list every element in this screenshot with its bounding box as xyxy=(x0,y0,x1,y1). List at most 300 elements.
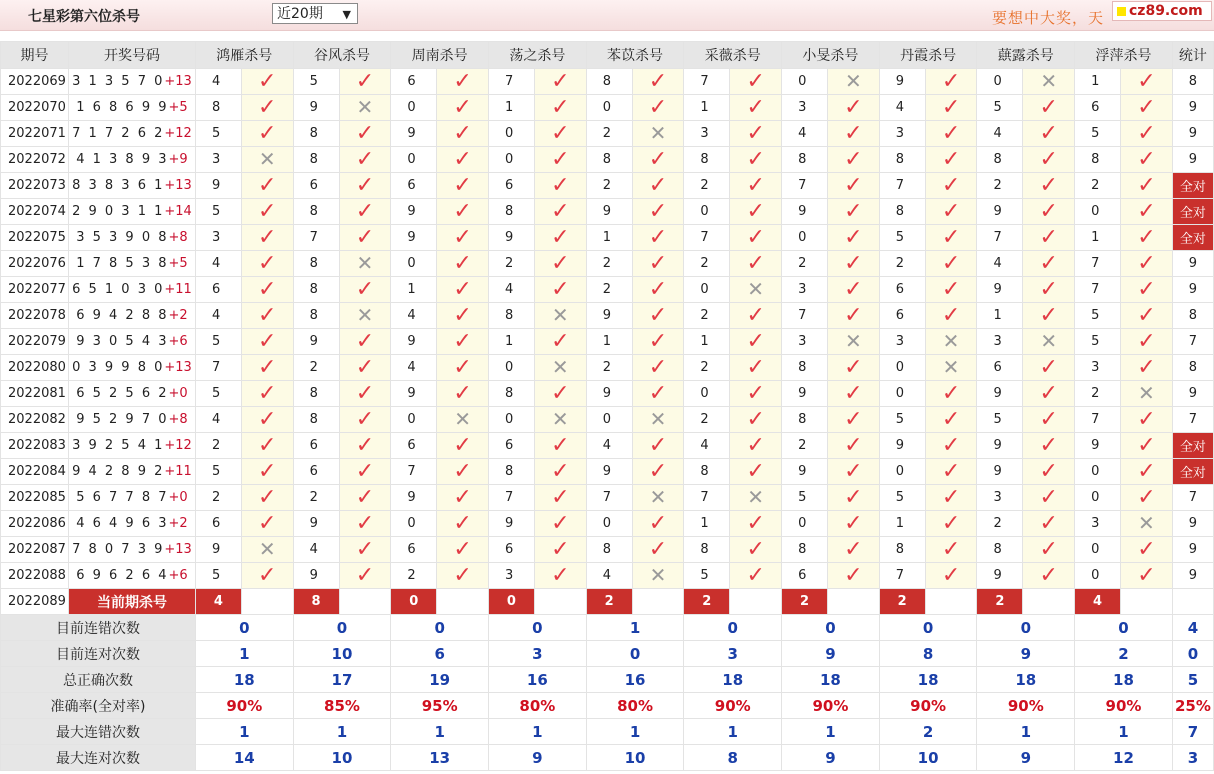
result-mark xyxy=(827,511,879,537)
check-icon: ✓ xyxy=(355,198,375,224)
kill-value: 4 xyxy=(195,407,241,433)
draw-sum: +11 xyxy=(164,282,192,297)
result-mark xyxy=(1023,355,1075,381)
table-row xyxy=(1,329,1214,355)
result-mark xyxy=(730,277,782,303)
kill-value: 0 xyxy=(391,95,437,121)
result-mark xyxy=(339,537,391,563)
result-mark xyxy=(437,563,489,589)
check-icon: ✓ xyxy=(1039,484,1058,510)
check-icon: ✓ xyxy=(551,250,570,276)
kill-value: 9 xyxy=(391,121,437,147)
kill-value: 5 xyxy=(977,407,1023,433)
check-icon: ✓ xyxy=(648,458,668,484)
check-icon: ✓ xyxy=(1137,536,1156,562)
stat-value: 0 xyxy=(977,615,1075,641)
result-mark xyxy=(241,563,293,589)
result-mark xyxy=(339,173,391,199)
check-icon: ✓ xyxy=(941,68,961,94)
check-icon: ✓ xyxy=(844,302,863,328)
draw-numbers xyxy=(68,485,195,511)
kill-value: 7 xyxy=(782,173,828,199)
correct-count: 9 xyxy=(1172,537,1213,563)
col-header-expert[interactable]: 丹霞杀号 xyxy=(879,42,977,69)
stat-label: 目前连错次数 xyxy=(1,615,196,641)
stat-row xyxy=(1,693,1214,719)
current-issue-number: 2022089 xyxy=(1,589,69,615)
kill-value: 9 xyxy=(195,173,241,199)
kill-value: 9 xyxy=(977,277,1023,303)
result-mark xyxy=(1121,147,1173,173)
stat-value: 9 xyxy=(782,641,880,667)
result-mark xyxy=(437,225,489,251)
col-header-expert[interactable]: 浮萍杀号 xyxy=(1075,42,1173,69)
kill-value: 8 xyxy=(879,147,925,173)
top-bar xyxy=(0,0,1214,31)
cross-icon: ✕ xyxy=(747,277,765,301)
kill-value: 0 xyxy=(489,147,535,173)
kill-value: 7 xyxy=(879,173,925,199)
draw-digits: 1 7 8 5 3 8 xyxy=(76,256,169,271)
stat-value: 1 xyxy=(1075,719,1173,745)
draw-numbers xyxy=(68,225,195,251)
result-mark xyxy=(730,329,782,355)
result-mark xyxy=(534,537,586,563)
result-mark xyxy=(632,407,684,433)
result-mark xyxy=(534,225,586,251)
kill-value: 9 xyxy=(195,537,241,563)
all-correct-badge: 全对 xyxy=(1172,433,1213,459)
result-mark xyxy=(241,433,293,459)
kill-value: 2 xyxy=(586,355,632,381)
cross-icon: ✕ xyxy=(649,121,667,145)
check-icon: ✓ xyxy=(355,172,375,198)
issue-number: 2022070 xyxy=(1,95,69,121)
result-mark xyxy=(632,225,684,251)
result-mark xyxy=(1121,121,1173,147)
table-row xyxy=(1,511,1214,537)
stat-value: 9 xyxy=(977,641,1075,667)
kill-value: 2 xyxy=(684,407,730,433)
kill-value: 9 xyxy=(977,459,1023,485)
stat-value: 2 xyxy=(879,719,977,745)
result-mark xyxy=(632,121,684,147)
check-icon: ✓ xyxy=(941,484,961,510)
kill-value: 5 xyxy=(977,95,1023,121)
result-mark xyxy=(339,303,391,329)
result-mark xyxy=(632,459,684,485)
stat-row xyxy=(1,615,1214,641)
check-icon: ✓ xyxy=(1039,562,1058,588)
period-select[interactable] xyxy=(272,3,358,24)
col-header-expert[interactable]: 周南杀号 xyxy=(391,42,489,69)
check-icon: ✓ xyxy=(355,146,375,172)
check-icon: ✓ xyxy=(1039,146,1058,172)
kill-value: 3 xyxy=(879,121,925,147)
draw-digits: 7 1 7 2 6 2 xyxy=(72,126,165,141)
kill-value: 1 xyxy=(684,95,730,121)
check-icon: ✓ xyxy=(355,510,375,536)
cross-icon: ✕ xyxy=(258,147,276,171)
stat-value: 90% xyxy=(195,693,293,719)
result-mark xyxy=(925,511,977,537)
stat-value: 1 xyxy=(782,719,880,745)
kill-value: 8 xyxy=(586,537,632,563)
result-mark xyxy=(730,121,782,147)
kill-value: 2 xyxy=(684,251,730,277)
stat-label: 总正确次数 xyxy=(1,667,196,693)
check-icon: ✓ xyxy=(844,146,863,172)
stat-value: 0 xyxy=(1172,641,1213,667)
kill-value: 6 xyxy=(879,303,925,329)
check-icon: ✓ xyxy=(258,198,277,224)
result-mark xyxy=(534,277,586,303)
all-correct-badge: 全对 xyxy=(1172,225,1213,251)
result-mark xyxy=(241,511,293,537)
result-mark xyxy=(1023,225,1075,251)
stat-row xyxy=(1,641,1214,667)
current-kill-row xyxy=(1,589,1214,615)
draw-numbers xyxy=(68,329,195,355)
check-icon: ✓ xyxy=(844,562,863,588)
kill-value: 3 xyxy=(195,225,241,251)
kill-value: 7 xyxy=(293,225,339,251)
kill-value: 6 xyxy=(293,173,339,199)
result-mark xyxy=(632,147,684,173)
kill-value: 6 xyxy=(391,433,437,459)
current-kill-spacer xyxy=(730,589,782,615)
draw-digits: 9 3 0 5 4 3 xyxy=(76,334,169,349)
kill-value: 6 xyxy=(489,433,535,459)
check-icon: ✓ xyxy=(551,276,570,302)
result-mark xyxy=(241,173,293,199)
result-mark xyxy=(534,511,586,537)
page-title: 七星彩第六位杀号 xyxy=(28,9,140,25)
cross-icon: ✕ xyxy=(844,329,862,353)
kill-value: 9 xyxy=(977,381,1023,407)
check-icon: ✓ xyxy=(1137,406,1156,432)
col-header-expert[interactable]: 谷风杀号 xyxy=(293,42,391,69)
check-icon: ✓ xyxy=(648,354,668,380)
draw-sum: +8 xyxy=(168,230,188,245)
check-icon: ✓ xyxy=(453,562,472,588)
issue-number: 2022077 xyxy=(1,277,69,303)
check-icon: ✓ xyxy=(551,458,570,484)
table-row xyxy=(1,225,1214,251)
kill-value: 0 xyxy=(879,459,925,485)
stat-value: 5 xyxy=(1172,667,1213,693)
result-mark xyxy=(827,251,879,277)
issue-number: 2022088 xyxy=(1,563,69,589)
kill-value: 2 xyxy=(586,121,632,147)
kill-value: 9 xyxy=(293,511,339,537)
kill-value: 3 xyxy=(977,485,1023,511)
check-icon: ✓ xyxy=(551,120,570,146)
kill-value: 5 xyxy=(195,329,241,355)
stat-value: 0 xyxy=(391,615,489,641)
kill-value: 6 xyxy=(879,277,925,303)
result-mark xyxy=(925,277,977,303)
kill-value: 6 xyxy=(489,537,535,563)
kill-value: 0 xyxy=(782,511,828,537)
result-mark xyxy=(339,485,391,511)
col-header-expert[interactable]: 鸿雁杀号 xyxy=(195,42,293,69)
stat-value: 0 xyxy=(586,641,684,667)
result-mark xyxy=(437,173,489,199)
table-row xyxy=(1,407,1214,433)
stat-value: 14 xyxy=(195,745,293,771)
kill-value: 3 xyxy=(977,329,1023,355)
col-header-expert[interactable]: 小旻杀号 xyxy=(782,42,880,69)
check-icon: ✓ xyxy=(453,328,472,354)
result-mark xyxy=(534,485,586,511)
result-mark xyxy=(241,407,293,433)
kill-value: 9 xyxy=(391,225,437,251)
kill-value: 4 xyxy=(684,433,730,459)
result-mark xyxy=(437,381,489,407)
check-icon: ✓ xyxy=(844,354,863,380)
current-kill-value: 2 xyxy=(782,589,827,614)
result-mark xyxy=(1023,511,1075,537)
issue-number: 2022074 xyxy=(1,199,69,225)
kill-value: 2 xyxy=(293,355,339,381)
check-icon: ✓ xyxy=(844,94,863,120)
check-icon: ✓ xyxy=(941,224,961,250)
stat-value: 3 xyxy=(684,641,782,667)
check-icon: ✓ xyxy=(453,224,472,250)
draw-sum: +8 xyxy=(168,412,188,427)
kill-value: 4 xyxy=(391,303,437,329)
draw-sum: +14 xyxy=(164,204,192,219)
kill-value: 4 xyxy=(586,433,632,459)
result-mark xyxy=(925,199,977,225)
check-icon: ✓ xyxy=(1039,250,1058,276)
result-mark xyxy=(1121,69,1173,95)
col-header-expert[interactable]: 苯苡杀号 xyxy=(586,42,684,69)
kill-value: 8 xyxy=(879,199,925,225)
issue-number: 2022081 xyxy=(1,381,69,407)
kill-value: 9 xyxy=(977,433,1023,459)
kill-value: 1 xyxy=(879,511,925,537)
current-kill-value: 8 xyxy=(294,589,339,614)
result-mark xyxy=(1121,355,1173,381)
stat-value: 9 xyxy=(977,745,1075,771)
result-mark xyxy=(730,95,782,121)
check-icon: ✓ xyxy=(551,484,570,510)
check-icon: ✓ xyxy=(746,458,765,484)
result-mark xyxy=(827,433,879,459)
check-icon: ✓ xyxy=(844,224,863,250)
kill-value: 6 xyxy=(1075,95,1121,121)
correct-count: 9 xyxy=(1172,511,1213,537)
check-icon: ✓ xyxy=(746,224,765,250)
kill-value: 1 xyxy=(684,329,730,355)
result-mark xyxy=(534,355,586,381)
check-icon: ✓ xyxy=(551,68,570,94)
result-mark xyxy=(339,277,391,303)
draw-digits: 3 1 3 5 7 0 xyxy=(72,74,165,89)
check-icon: ✓ xyxy=(453,302,472,328)
check-icon: ✓ xyxy=(746,510,765,536)
kill-value: 4 xyxy=(195,303,241,329)
check-icon: ✓ xyxy=(453,172,472,198)
result-mark xyxy=(730,511,782,537)
stat-value: 1 xyxy=(391,719,489,745)
check-icon: ✓ xyxy=(1039,224,1058,250)
result-mark xyxy=(437,485,489,511)
result-mark xyxy=(827,95,879,121)
check-icon: ✓ xyxy=(844,484,863,510)
stat-value: 1 xyxy=(586,615,684,641)
check-icon: ✓ xyxy=(941,250,961,276)
kill-value: 9 xyxy=(586,303,632,329)
kill-value: 5 xyxy=(195,381,241,407)
kill-value: 9 xyxy=(391,199,437,225)
col-header-expert[interactable]: 采薇杀号 xyxy=(684,42,782,69)
current-kill-value: 0 xyxy=(391,589,436,614)
draw-numbers xyxy=(68,355,195,381)
check-icon: ✓ xyxy=(844,458,863,484)
issue-number: 2022085 xyxy=(1,485,69,511)
issue-number: 2022076 xyxy=(1,251,69,277)
kill-value: 0 xyxy=(391,511,437,537)
draw-digits: 3 9 2 5 4 1 xyxy=(72,438,165,453)
check-icon: ✓ xyxy=(1039,198,1058,224)
check-icon: ✓ xyxy=(1039,172,1058,198)
stat-value: 8 xyxy=(684,745,782,771)
stat-value: 0 xyxy=(879,615,977,641)
col-header-expert[interactable]: 荡之杀号 xyxy=(489,42,587,69)
result-mark xyxy=(730,355,782,381)
kill-value: 6 xyxy=(195,511,241,537)
result-mark xyxy=(632,173,684,199)
table-row xyxy=(1,121,1214,147)
draw-digits: 5 6 7 7 8 7 xyxy=(76,490,169,505)
current-kill-cell xyxy=(586,589,632,615)
issue-number: 2022072 xyxy=(1,147,69,173)
kill-value: 8 xyxy=(782,407,828,433)
table-row xyxy=(1,459,1214,485)
check-icon: ✓ xyxy=(1137,146,1156,172)
kill-value: 8 xyxy=(684,147,730,173)
kill-value: 0 xyxy=(684,381,730,407)
result-mark xyxy=(437,459,489,485)
logo-square-icon xyxy=(1117,7,1126,16)
stat-value: 18 xyxy=(782,667,880,693)
check-icon: ✓ xyxy=(746,68,765,94)
result-mark xyxy=(632,69,684,95)
check-icon: ✓ xyxy=(746,302,765,328)
check-icon: ✓ xyxy=(941,146,961,172)
cross-icon: ✕ xyxy=(1040,69,1058,93)
kill-value: 5 xyxy=(195,199,241,225)
check-icon: ✓ xyxy=(453,198,472,224)
kill-value: 0 xyxy=(684,199,730,225)
current-kill-spacer xyxy=(534,589,586,615)
check-icon: ✓ xyxy=(941,172,961,198)
draw-sum: +13 xyxy=(164,178,192,193)
stat-value: 80% xyxy=(489,693,587,719)
kill-value: 4 xyxy=(391,355,437,381)
result-mark xyxy=(339,355,391,381)
draw-sum: +13 xyxy=(164,74,192,89)
check-icon: ✓ xyxy=(258,172,277,198)
stat-value: 10 xyxy=(293,641,391,667)
result-mark xyxy=(827,563,879,589)
check-icon: ✓ xyxy=(258,354,277,380)
stat-value: 4 xyxy=(1172,615,1213,641)
table-row xyxy=(1,485,1214,511)
logo-text: cz89.com xyxy=(1129,3,1203,19)
kill-value: 5 xyxy=(1075,121,1121,147)
kill-value: 5 xyxy=(684,563,730,589)
kill-value: 0 xyxy=(391,147,437,173)
current-kill-cell xyxy=(782,589,828,615)
result-mark xyxy=(1023,277,1075,303)
result-mark xyxy=(925,121,977,147)
check-icon: ✓ xyxy=(844,198,863,224)
result-mark xyxy=(925,251,977,277)
draw-digits: 6 9 6 2 6 4 xyxy=(76,568,169,583)
kill-value: 2 xyxy=(195,433,241,459)
kill-value: 3 xyxy=(195,147,241,173)
col-header-expert[interactable]: 蕻露杀号 xyxy=(977,42,1075,69)
correct-count: 9 xyxy=(1172,147,1213,173)
table-row xyxy=(1,173,1214,199)
kill-value: 5 xyxy=(1075,303,1121,329)
check-icon: ✓ xyxy=(258,250,277,276)
check-icon: ✓ xyxy=(355,536,375,562)
kill-value: 8 xyxy=(977,147,1023,173)
kill-value: 7 xyxy=(1075,277,1121,303)
check-icon: ✓ xyxy=(1137,120,1156,146)
result-mark xyxy=(827,329,879,355)
kill-value: 3 xyxy=(489,563,535,589)
stat-value: 17 xyxy=(293,667,391,693)
stat-value: 16 xyxy=(489,667,587,693)
check-icon: ✓ xyxy=(355,458,375,484)
stat-value: 6 xyxy=(391,641,489,667)
kill-value: 7 xyxy=(684,225,730,251)
kill-value: 2 xyxy=(1075,173,1121,199)
kill-number-table xyxy=(0,41,1214,771)
stat-value: 0 xyxy=(782,615,880,641)
check-icon: ✓ xyxy=(648,276,668,302)
issue-number: 2022075 xyxy=(1,225,69,251)
result-mark xyxy=(1023,251,1075,277)
current-kill-spacer xyxy=(827,589,879,615)
stat-value: 0 xyxy=(489,615,587,641)
result-mark xyxy=(534,433,586,459)
result-mark xyxy=(1023,537,1075,563)
kill-value: 3 xyxy=(879,329,925,355)
draw-digits: 6 5 1 0 3 0 xyxy=(72,282,165,297)
result-mark xyxy=(241,459,293,485)
result-mark xyxy=(241,69,293,95)
correct-count: 8 xyxy=(1172,69,1213,95)
cross-icon: ✕ xyxy=(649,485,667,509)
result-mark xyxy=(925,69,977,95)
check-icon: ✓ xyxy=(1039,120,1058,146)
check-icon: ✓ xyxy=(1039,354,1058,380)
stat-row xyxy=(1,745,1214,771)
kill-value: 7 xyxy=(684,69,730,95)
stat-value: 16 xyxy=(586,667,684,693)
result-mark xyxy=(1121,511,1173,537)
site-logo[interactable] xyxy=(1112,1,1212,21)
current-kill-total xyxy=(1172,589,1213,615)
current-kill-cell xyxy=(1075,589,1121,615)
